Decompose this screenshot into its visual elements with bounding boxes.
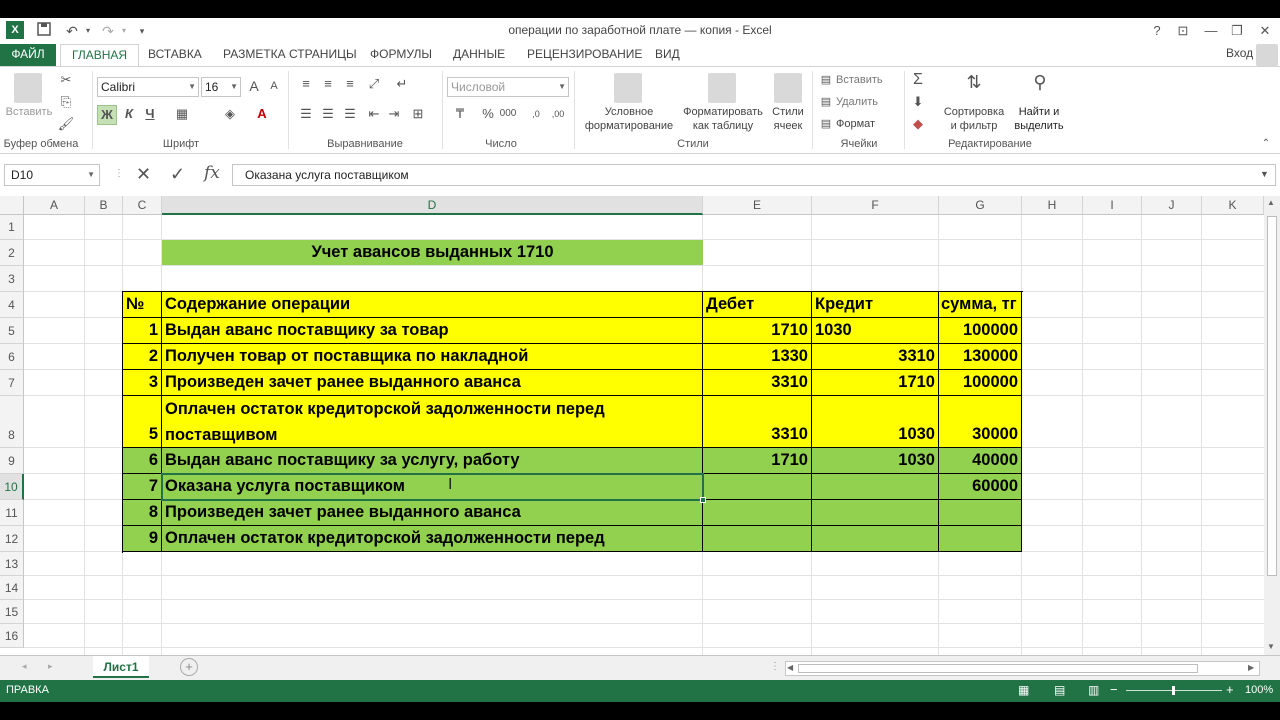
gridline — [24, 647, 1264, 648]
align-right-icon[interactable]: ☰ — [344, 106, 356, 121]
tab-insert[interactable]: ВСТАВКА — [148, 47, 202, 61]
percent-button[interactable]: % — [482, 106, 494, 121]
col-header-f[interactable]: F — [812, 196, 939, 215]
row-header-5[interactable]: 5 — [0, 318, 24, 344]
underline-button[interactable]: Ч — [145, 106, 155, 121]
col-header-e[interactable]: E — [703, 196, 812, 215]
cancel-entry-icon[interactable]: ✕ — [136, 164, 152, 184]
conditional-formatting-line2: форматирование — [584, 120, 674, 132]
format-as-table-line2: как таблицу — [692, 120, 754, 132]
cell-styles-button[interactable] — [766, 105, 810, 133]
horizontal-scroll-thumb[interactable] — [798, 664, 1198, 673]
normal-view-icon[interactable]: ▦ — [1018, 683, 1030, 697]
record-debit-cell[interactable] — [703, 474, 812, 500]
fill-handle[interactable] — [700, 497, 706, 503]
align-bottom-icon[interactable]: ≡ — [346, 76, 354, 91]
record-credit-cell[interactable] — [812, 474, 939, 500]
grow-font-icon[interactable]: A — [249, 78, 259, 94]
record-num-cell[interactable]: 2 — [123, 344, 162, 370]
bold-button[interactable]: Ж — [97, 105, 117, 125]
sort-filter-line2: и фильтр — [950, 120, 998, 132]
letterbox-top — [0, 0, 1280, 18]
format-painter-icon[interactable]: 🖌 — [57, 116, 75, 131]
header-content-cell[interactable]: Содержание операции — [162, 292, 703, 318]
formula-bar-grip-icon: ⋮ — [114, 168, 124, 179]
group-separator — [574, 71, 575, 149]
avatar[interactable] — [1256, 44, 1278, 66]
record-debit-cell[interactable]: 3310 — [703, 396, 812, 448]
record-credit-cell[interactable]: 1710 — [812, 370, 939, 396]
sheet-title-cell[interactable]: Учет авансов выданных 1710 — [162, 240, 703, 265]
tab-formulas[interactable]: ФОРМУЛЫ — [370, 47, 433, 61]
gridline — [84, 215, 85, 655]
col-header-b[interactable]: B — [85, 196, 123, 215]
shrink-font-icon[interactable]: A — [270, 80, 278, 92]
paste-icon[interactable] — [14, 73, 42, 103]
redo-dropdown-icon[interactable]: ▾ — [121, 26, 126, 35]
insert-function-icon[interactable]: fx — [204, 163, 220, 183]
fill-color-icon[interactable]: ◈ — [225, 106, 235, 121]
record-credit-cell[interactable] — [812, 500, 939, 526]
title-bar — [0, 18, 1280, 44]
group-separator — [904, 71, 905, 149]
comma-style-button[interactable]: 000 — [499, 108, 517, 119]
font-size-combo[interactable] — [201, 77, 241, 97]
page-break-view-icon[interactable]: ▥ — [1088, 683, 1100, 697]
header-debit-cell[interactable]: Дебет — [703, 292, 812, 318]
close-button[interactable]: ✕ — [1259, 23, 1271, 38]
clipboard-group-label: Буфер обмена — [3, 138, 79, 150]
record-credit-cell[interactable]: 1030 — [812, 448, 939, 474]
cells-group-label: Ячейки — [840, 138, 878, 150]
chevron-down-icon: ▼ — [87, 170, 95, 179]
record-text-cell[interactable]: Оказана услуга поставщиком — [162, 474, 703, 500]
record-text-cell[interactable]: Выдан аванс поставщику за товар — [162, 318, 703, 344]
record-num-cell[interactable]: 6 — [123, 448, 162, 474]
font-name-value: Calibri — [101, 80, 136, 94]
formula-input[interactable]: Оказана услуга поставщиком — [232, 164, 1276, 186]
record-text-cell[interactable]: Произведен зачет ранее выданного аванса — [162, 500, 703, 526]
align-left-icon[interactable]: ☰ — [300, 106, 312, 121]
ribbon-tabs — [0, 44, 1280, 66]
record-text-cell[interactable]: Произведен зачет ранее выданного аванса — [162, 370, 703, 396]
font-group-label: Шрифт — [162, 138, 200, 150]
format-cells-button[interactable]: Формат — [836, 118, 876, 130]
name-box[interactable] — [4, 164, 100, 186]
col-header-k[interactable]: K — [1202, 196, 1264, 215]
record-debit-cell[interactable] — [703, 500, 812, 526]
record-num-cell[interactable]: 9 — [123, 526, 162, 552]
paste-button[interactable]: Вставить — [5, 106, 53, 118]
row-header-11[interactable]: 11 — [0, 500, 24, 526]
col-header-i[interactable]: I — [1083, 196, 1142, 215]
row-header-12[interactable]: 12 — [0, 526, 24, 552]
record-debit-cell[interactable]: 1710 — [703, 448, 812, 474]
row-header-4[interactable]: 4 — [0, 292, 24, 318]
col-header-d[interactable]: D — [162, 196, 703, 215]
header-num-cell[interactable]: № — [123, 292, 162, 318]
record-credit-cell[interactable]: 1030 — [812, 396, 939, 448]
record-sum-cell[interactable]: 100000 — [939, 318, 1022, 344]
record-credit-cell[interactable]: 3310 — [812, 344, 939, 370]
conditional-formatting-line1: Условное — [604, 106, 654, 118]
record-sum-cell[interactable] — [939, 526, 1022, 552]
excel-logo-icon: X — [6, 21, 24, 39]
collapse-ribbon-icon[interactable]: ⌃ — [1261, 138, 1271, 149]
wrap-text-icon[interactable]: ↵ — [396, 76, 408, 91]
scroll-down-icon[interactable]: ▼ — [1267, 642, 1275, 651]
row-header-1[interactable]: 1 — [0, 215, 24, 240]
delete-cells-button[interactable]: Удалить — [836, 96, 878, 108]
orientation-icon[interactable]: ⤢ — [368, 76, 380, 91]
cell-styles-line1: Стили — [772, 106, 804, 118]
record-debit-cell[interactable]: 3310 — [703, 370, 812, 396]
cell-styles-line2: ячеек — [773, 120, 803, 132]
font-size-value: 16 — [205, 80, 219, 94]
sheet-tab-list1[interactable]: Лист1 — [93, 656, 149, 678]
record-text-line1: Оплачен остаток кредиторской задолженности перед — [165, 400, 605, 418]
sort-filter-button[interactable] — [940, 105, 1008, 133]
record-credit-cell[interactable] — [812, 526, 939, 552]
chevron-down-icon: ▼ — [188, 82, 196, 91]
scroll-left-icon[interactable]: ◀ — [787, 663, 794, 672]
row-header-6[interactable]: 6 — [0, 344, 24, 370]
restore-button[interactable]: ❐ — [1231, 23, 1243, 38]
add-sheet-icon[interactable]: + — [180, 658, 198, 676]
row-header-15[interactable]: 15 — [0, 600, 24, 624]
currency-icon[interactable]: ₸ — [455, 106, 465, 121]
row-header-9[interactable]: 9 — [0, 448, 24, 474]
decrease-decimal-icon[interactable]: ,00 — [551, 109, 565, 119]
ribbon-display-button[interactable]: ⊡ — [1177, 23, 1189, 38]
scroll-right-icon[interactable]: ▶ — [1248, 663, 1255, 672]
record-debit-cell[interactable]: 1330 — [703, 344, 812, 370]
delete-cells-icon[interactable]: ▤ — [820, 96, 832, 108]
record-sum-cell[interactable]: 130000 — [939, 344, 1022, 370]
record-sum-cell[interactable] — [939, 500, 1022, 526]
italic-button[interactable]: К — [125, 106, 133, 121]
number-group-label: Число — [485, 138, 517, 150]
scroll-up-icon[interactable]: ▲ — [1267, 198, 1275, 207]
record-debit-cell[interactable]: 1710 — [703, 318, 812, 344]
format-as-table-button[interactable] — [680, 105, 766, 133]
format-cells-icon[interactable]: ▤ — [820, 118, 832, 130]
customize-qat-icon[interactable]: ▾ — [139, 26, 145, 36]
conditional-formatting-button[interactable] — [578, 105, 680, 133]
select-all-corner[interactable] — [0, 196, 24, 215]
record-sum-cell[interactable]: 60000 — [939, 474, 1022, 500]
row-header-7[interactable]: 7 — [0, 370, 24, 396]
tab-view[interactable]: ВИД — [655, 47, 680, 61]
record-num-cell[interactable]: 7 — [123, 474, 162, 500]
binoculars-icon[interactable]: ⚲ — [1033, 72, 1047, 92]
number-format-value: Числовой — [451, 80, 506, 94]
row-header-13[interactable]: 13 — [0, 552, 24, 576]
align-top-icon[interactable]: ≡ — [302, 76, 310, 91]
prev-sheet-icon[interactable]: ◂ — [22, 661, 27, 671]
record-credit-cell[interactable]: 1030 — [812, 318, 939, 344]
group-separator — [92, 71, 93, 149]
confirm-entry-icon[interactable]: ✓ — [170, 164, 186, 184]
tab-split-grip-icon[interactable]: ⋮ — [770, 661, 780, 672]
gridline — [1141, 215, 1142, 655]
gridline — [24, 599, 1264, 600]
increase-decimal-icon[interactable]: ,0 — [532, 109, 540, 119]
name-box-value: D10 — [11, 168, 34, 182]
vertical-scroll-thumb[interactable] — [1267, 216, 1277, 576]
horizontal-scrollbar[interactable] — [785, 661, 1260, 676]
record-text-cell[interactable]: Выдан аванс поставщику за услугу, работу — [162, 448, 703, 474]
record-sum-cell[interactable]: 100000 — [939, 370, 1022, 396]
gridline — [1201, 215, 1202, 655]
tab-file[interactable]: ФАЙЛ — [0, 44, 56, 66]
record-text-cell[interactable]: Оплачен остаток кредиторской задолженности перед — [162, 526, 703, 552]
col-header-j[interactable]: J — [1142, 196, 1202, 215]
zoom-out-icon[interactable]: − — [1110, 682, 1118, 697]
redo-icon[interactable]: ↷ — [102, 23, 114, 39]
text-cursor-icon: I — [448, 476, 453, 493]
zoom-level[interactable]: 100% — [1245, 684, 1274, 696]
conditional-formatting-icon[interactable] — [614, 73, 642, 103]
find-select-line1: Найти и — [1018, 106, 1060, 118]
record-num-cell[interactable]: 8 — [123, 500, 162, 526]
editing-group-label: Редактирование — [948, 138, 1032, 150]
header-sum-cell[interactable]: сумма, тг — [939, 292, 1022, 318]
alignment-group-label: Выравнивание — [327, 138, 403, 150]
format-as-table-icon[interactable] — [708, 73, 736, 103]
find-select-button[interactable] — [1008, 105, 1070, 133]
row-header-3[interactable]: 3 — [0, 266, 24, 292]
decrease-indent-icon[interactable]: ⇤ — [368, 106, 380, 121]
sheet-tab-bar — [0, 655, 1280, 680]
autosum-icon[interactable]: Σ — [913, 71, 923, 88]
col-header-g[interactable]: G — [939, 196, 1022, 215]
zoom-slider-thumb[interactable] — [1172, 686, 1175, 695]
tab-home[interactable]: ГЛАВНАЯ — [60, 44, 139, 66]
group-separator — [812, 71, 813, 149]
font-name-combo[interactable] — [97, 77, 199, 97]
gridline — [24, 623, 1264, 624]
gridline — [24, 575, 1264, 576]
undo-dropdown-icon[interactable]: ▾ — [85, 26, 90, 35]
font-color-icon[interactable]: A — [257, 106, 267, 121]
gridline — [24, 265, 1264, 266]
expand-formula-bar-icon[interactable]: ▼ — [1260, 169, 1269, 179]
fill-icon[interactable]: ⬇ — [912, 94, 924, 109]
help-button[interactable]: ? — [1153, 23, 1161, 38]
record-text-cell[interactable]: Получен товар от поставщика по накладной — [162, 344, 703, 370]
find-select-line2: выделить — [1014, 120, 1064, 132]
worksheet-grid[interactable] — [0, 196, 1264, 655]
ribbon-home — [0, 66, 1280, 154]
row-header-8[interactable]: 8 — [0, 396, 24, 448]
gridline — [1082, 215, 1083, 655]
active-cell-selection — [161, 473, 704, 501]
record-sum-cell[interactable]: 30000 — [939, 396, 1022, 448]
page-layout-view-icon[interactable]: ▤ — [1054, 683, 1066, 697]
chevron-down-icon: ▼ — [558, 82, 566, 91]
insert-cells-button[interactable]: Вставить — [836, 74, 883, 86]
align-center-icon[interactable]: ☰ — [322, 106, 334, 121]
row-header-2[interactable]: 2 — [0, 240, 24, 266]
col-header-h[interactable]: H — [1022, 196, 1083, 215]
number-format-combo[interactable] — [447, 77, 569, 97]
formula-bar — [0, 160, 1280, 190]
sort-filter-icon[interactable]: ⇅ — [966, 72, 982, 92]
merge-center-icon[interactable]: ⊞ — [412, 106, 424, 121]
record-text-cell[interactable] — [162, 396, 703, 448]
tab-review[interactable]: РЕЦЕНЗИРОВАНИЕ — [527, 47, 643, 61]
next-sheet-icon[interactable]: ▸ — [48, 661, 53, 671]
group-separator — [442, 71, 443, 149]
record-num-cell[interactable]: 1 — [123, 318, 162, 344]
minimize-button[interactable]: — — [1204, 23, 1218, 38]
tab-page-layout[interactable]: РАЗМЕТКА СТРАНИЦЫ — [223, 47, 357, 61]
row-header-10[interactable]: 10 — [0, 474, 24, 500]
increase-indent-icon[interactable]: ⇥ — [388, 106, 400, 121]
col-header-c[interactable]: C — [123, 196, 162, 215]
signin-link[interactable]: Вход — [1226, 46, 1254, 60]
group-separator — [288, 71, 289, 149]
record-text-line2: поставщивом — [165, 426, 278, 444]
cell-styles-icon[interactable] — [774, 73, 802, 103]
letterbox-bottom — [0, 702, 1280, 720]
record-debit-cell[interactable] — [703, 526, 812, 552]
status-bar — [0, 680, 1280, 702]
record-num-cell[interactable]: 5 — [123, 396, 162, 448]
clear-icon[interactable]: ◆ — [913, 116, 923, 131]
record-num-cell[interactable]: 3 — [123, 370, 162, 396]
vertical-scrollbar[interactable] — [1264, 196, 1280, 655]
record-sum-cell[interactable]: 40000 — [939, 448, 1022, 474]
copy-icon[interactable]: ⎘ — [60, 94, 72, 109]
borders-icon[interactable]: ▦ — [175, 106, 189, 121]
insert-cells-icon[interactable]: ▤ — [820, 74, 832, 86]
undo-icon[interactable]: ↶ — [66, 23, 78, 39]
format-as-table-line1: Форматировать — [683, 106, 763, 118]
styles-group-label: Стили — [677, 138, 709, 150]
window-title: операции по заработной плате — копия - Excel — [508, 23, 772, 37]
col-header-a[interactable]: A — [24, 196, 85, 215]
cut-icon[interactable]: ✂ — [60, 72, 72, 87]
sort-filter-line1: Сортировка — [943, 106, 1005, 118]
zoom-in-icon[interactable]: + — [1226, 682, 1234, 697]
status-mode: ПРАВКА — [6, 684, 49, 696]
row-header-14[interactable]: 14 — [0, 576, 24, 600]
header-credit-cell[interactable]: Кредит — [812, 292, 939, 318]
align-middle-icon[interactable]: ≡ — [324, 76, 332, 91]
chevron-down-icon: ▼ — [230, 82, 238, 91]
row-header-16[interactable]: 16 — [0, 624, 24, 648]
tab-data[interactable]: ДАННЫЕ — [453, 47, 506, 61]
